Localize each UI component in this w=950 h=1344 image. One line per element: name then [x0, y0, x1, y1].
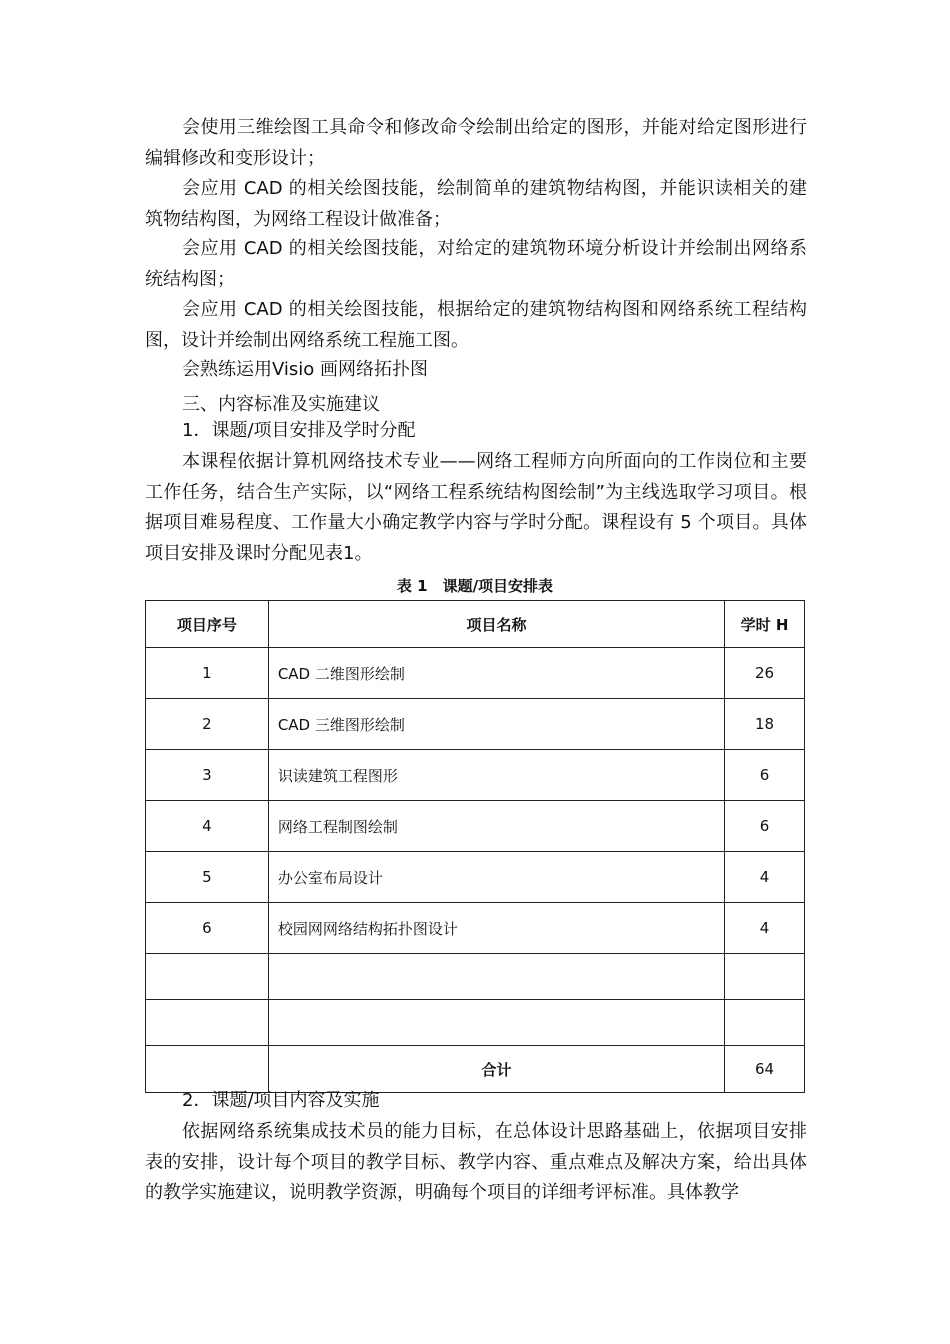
cell-no: 3 [146, 750, 269, 801]
cell-empty [725, 1000, 805, 1046]
paragraph-network-structure: 会应用 CAD 的相关绘图技能，对给定的建筑物环境分析设计并绘制出网络系统结构图； [145, 238, 807, 290]
cell-empty [268, 954, 724, 1000]
table-header-row [146, 601, 805, 648]
paragraph-building-structure: 会应用 CAD 的相关绘图技能，绘制简单的建筑物结构图，并能识读相关的建筑物结构图，为网络工程设计做准备； [145, 178, 807, 230]
table-row-empty [146, 1000, 805, 1046]
header-hours: 学时 H [725, 601, 805, 648]
header-project-no: 项目序号 [146, 601, 269, 648]
total-label: 合计 [268, 1046, 724, 1093]
table-row [146, 648, 805, 699]
cell-no: 4 [146, 801, 269, 852]
cell-no: 6 [146, 903, 269, 954]
cell-name: 网络工程制图绘制 [268, 801, 724, 852]
table-row [146, 801, 805, 852]
cell-no: 1 [146, 648, 269, 699]
paragraph-visio: 会熟练运用Visio 画网络拓扑图 [182, 359, 429, 380]
total-hours: 64 [725, 1046, 805, 1093]
paragraph-construction-drawing: 会应用 CAD 的相关绘图技能，根据给定的建筑物结构图和网络系统工程结构图，设计并绘制出网络系统工程施工图。 [145, 299, 807, 351]
paragraph-intro: 本课程依据计算机网络技术专业——网络工程师方向所面向的工作岗位和主要工作任务，结合生产实际，以“网络工程系统结构图绘制”为主线选取学习项目。根据项目难易程度、工作量大小确定教学内容与学时分配。课程设有 5 个项目。具体项目安排及课时分配见表1。 [145, 451, 807, 564]
cell-hours: 6 [725, 750, 805, 801]
subheading-content: 2．课题/项目内容及实施 [182, 1090, 380, 1111]
table-row [146, 750, 805, 801]
subheading-schedule: 1．课题/项目安排及学时分配 [182, 420, 416, 441]
cell-empty [146, 1000, 269, 1046]
section-heading: 三、内容标准及实施建议 [182, 394, 380, 415]
cell-hours: 6 [725, 801, 805, 852]
table-row [146, 699, 805, 750]
table-caption: 表 1 课题/项目安排表 [396, 577, 554, 595]
table-row [146, 903, 805, 954]
cell-hours: 18 [725, 699, 805, 750]
paragraph-3d-drawing: 会使用三维绘图工具命令和修改命令绘制出给定的图形，并能对给定图形进行编辑修改和变形设计； [145, 117, 807, 169]
cell-name: 办公室布局设计 [268, 852, 724, 903]
cell-name: CAD 三维图形绘制 [268, 699, 724, 750]
cell-name: 校园网网络结构拓扑图设计 [268, 903, 724, 954]
cell-no: 5 [146, 852, 269, 903]
cell-hours: 4 [725, 903, 805, 954]
header-project-name: 项目名称 [268, 601, 724, 648]
cell-name: CAD 二维图形绘制 [268, 648, 724, 699]
project-schedule-table [145, 600, 805, 1093]
cell-empty [268, 1000, 724, 1046]
table-row-empty [146, 954, 805, 1000]
cell-hours: 4 [725, 852, 805, 903]
cell-hours: 26 [725, 648, 805, 699]
paragraph-closing: 依据网络系统集成技术员的能力目标，在总体设计思路基础上，依据项目安排表的安排，设计每个项目的教学目标、教学内容、重点难点及解决方案，给出具体的教学实施建议，说明教学资源，明确每个项目的详细考评标准。具体教学 [145, 1121, 807, 1203]
table-row [146, 852, 805, 903]
cell-empty [725, 954, 805, 1000]
cell-no: 2 [146, 699, 269, 750]
cell-empty [146, 954, 269, 1000]
cell-name: 识读建筑工程图形 [268, 750, 724, 801]
